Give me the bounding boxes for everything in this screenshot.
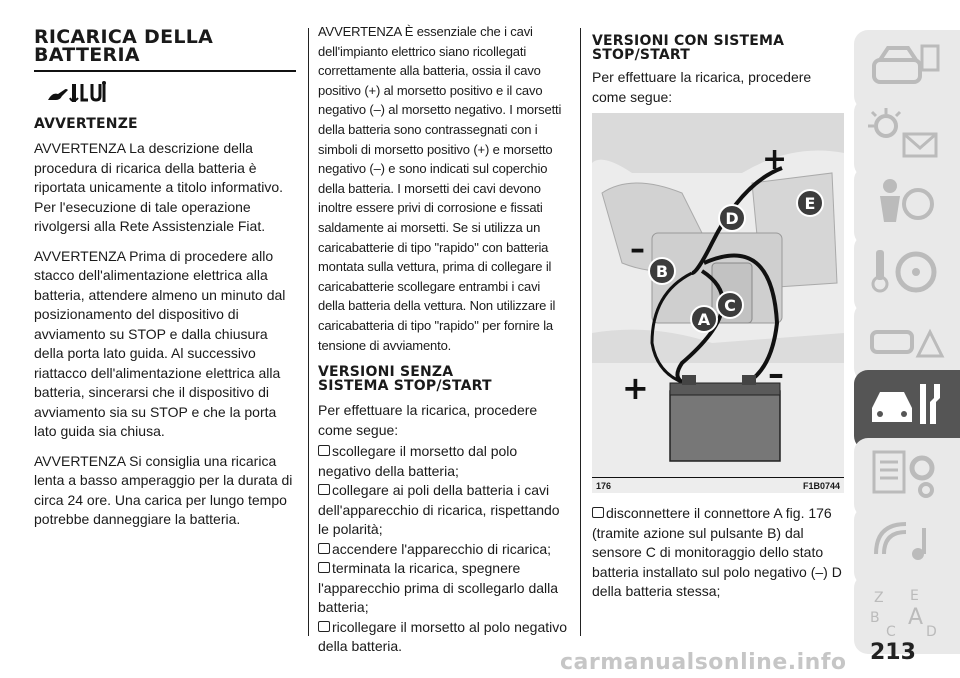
heading-line1: VERSIONI CON SISTEMA [592,33,785,49]
column-divider [580,28,581,636]
svg-text:A: A [697,310,711,329]
step-text-stopstart [592,504,844,602]
warnings-heading: AVVERTENZE [34,116,138,132]
battery-figure [592,113,844,493]
heading-line1: VERSIONI SENZA [318,364,454,381]
emergency-triangle-icon [866,310,946,370]
technical-data-icon [866,446,946,506]
figure-caption-rule [592,477,844,478]
section-heading-with-stopstart [592,34,844,62]
car-dashboard-icon [866,38,946,98]
title-line2: BATTERIA [34,44,140,66]
svg-text:Z: Z [874,590,884,606]
step-text: accendere l'apparecchio di ricarica; [332,540,552,557]
step-text: terminata la ricarica, spegnere l'apparecchio prima di scollegarlo dalla batteria; [318,560,559,616]
paragraph: AVVERTENZA Prima di procedere allo stacco dell'alimentazione elettrica alla batteria, attendere almeno un minuto dal posizionamento del dispositivo di avviamento su STOP e dalla chiusura della porta lato guida. Al successivo riattacco dell'alimentazione elettrica alla batteria, sincerarsi che il dispositivo di avviamento sia su STOP e che la porta lato guida sia chiusa. [34,247,286,439]
battery-illustration [592,113,844,475]
column-middle [318,24,570,657]
paragraph: AVVERTENZA È essenziale che i cavi dell'impianto elettrico siano ricollegati correttamente alla batteria, ossia il cavo positivo (+) al morsetto positivo e il cavo negativo (–) al morsetto negativo. I morsetti della batteria sono contrassegnati con i simboli di morsetto positivo (+) e morsetto negativo (–) e sono indicati sul coperchio della batteria. I morsetti dei cavi devono inoltre essere privi di corrosione e fissati saldamente ai morsetti. Se si utilizza un caricabatterie di tipo "rapido" con batteria montata sulla vettura, prima di collegare il caricabatterie scollegare entrambi i cavi della batteria della vettura. Non utilizzare il caricabatteria di tipo "rapido" per fornire la tensione di avviamento. [318,24,562,353]
column-right [592,28,844,107]
svg-text:E: E [804,194,816,213]
battery-negative-label: – [768,355,784,393]
car-maintenance-icon [866,378,946,438]
figure-code: F1B0744 [802,481,840,491]
svg-text:D: D [926,624,937,640]
hand-spanner-warning-icon [46,80,108,106]
steering-key-icon [866,242,946,302]
page-number: 213 [870,640,916,665]
svg-text:A: A [908,605,924,630]
svg-text:C: C [724,296,736,315]
title-rule [34,70,296,72]
svg-text:C: C [886,624,896,640]
section-heading-without-stopstart [318,365,570,393]
label-E [797,190,823,216]
step-text: disconnettere il connettore A fig. 176 (tramite azione sul pulsante B) dal sensore C di monitoraggio dello stato batteria installato sul polo negativo (–) D della batteria stessa; [592,505,842,599]
watermark: carmanualsonline.info [560,650,847,675]
checkbox-bullet-icon [318,543,330,554]
column-left [34,28,296,530]
checkbox-bullet-icon [318,484,330,495]
list-item [318,540,570,560]
list-item [318,481,570,540]
title-line1: RICARICA DELLA [34,26,214,48]
column-divider [308,28,309,636]
airbag-safety-icon [866,174,946,234]
step-text: scollegare il morsetto dal polo negativo della batteria; [318,443,518,479]
figure-number: 176 [596,481,612,491]
step-text: collegare ai poli della batteria i cavi dell'apparecchio di ricarica, rispettando le polarità; [318,482,560,538]
intro-text: Per effettuare la ricarica, procedere come segue: [318,402,538,438]
checkbox-bullet-icon [592,507,604,518]
negative-sign-label: – [630,232,645,267]
checkbox-bullet-icon [318,445,330,456]
intro-text: Per effettuare la ricarica, procedere come segue: [592,69,812,105]
checkbox-bullet-icon [318,621,330,632]
svg-text:D: D [725,209,739,228]
index-alphabet-icon [866,582,946,642]
battery-positive-label: + [622,369,649,407]
svg-text:B: B [870,610,880,626]
label-A [691,306,717,332]
label-C [717,292,743,318]
list-item [318,618,570,657]
warning-lights-icon [866,106,946,166]
positive-sign-label: + [762,142,788,177]
paragraph: AVVERTENZA Si consiglia una ricarica lenta a basso amperaggio per la durata di circa 24 ore. Una carica per lungo tempo potrebbe danneggiare la batteria. [34,452,293,527]
step-text: ricollegare il morsetto al polo negativo della batteria. [318,618,568,655]
steps-list [318,442,570,657]
checkbox-bullet-icon [318,562,330,573]
list-item [318,559,570,618]
multimedia-icon [866,514,946,574]
label-B [649,258,675,284]
label-D [719,205,745,231]
paragraph: AVVERTENZA La descrizione della procedura di ricarica della batteria è riportata unicamente a titolo informativo. Per l'esecuzione di tale operazione rivolgersi alla Rete Assistenziale Fiat. [34,140,284,234]
heading-line2: STOP/START [592,47,690,63]
heading-line2: SISTEMA STOP/START [318,378,492,395]
section-title [34,28,296,64]
list-item [318,442,570,481]
svg-text:E: E [910,588,919,604]
svg-text:B: B [655,262,669,281]
